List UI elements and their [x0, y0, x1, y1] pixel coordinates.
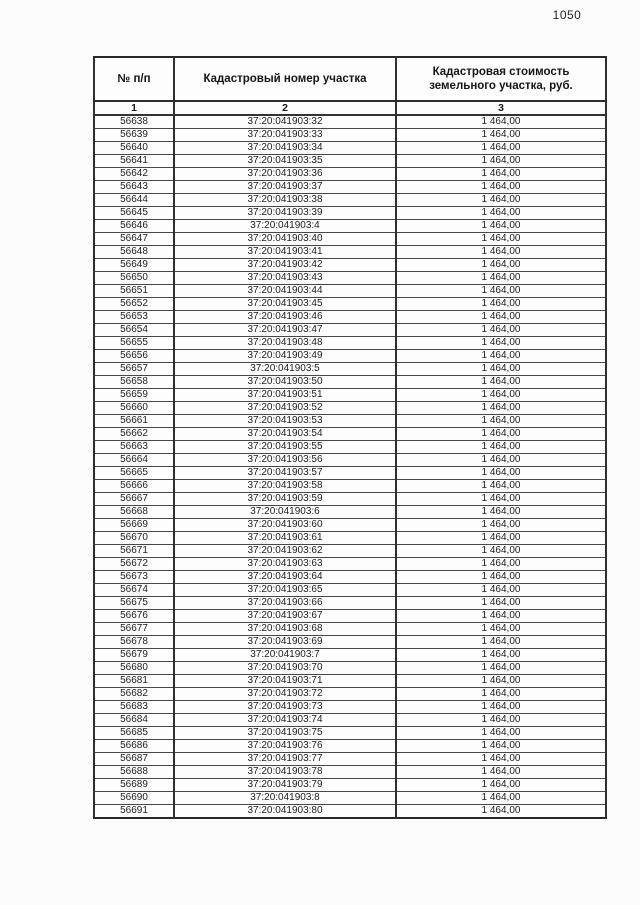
cell-cadastral-value: 1 464,00: [396, 571, 606, 584]
cell-cadastral-number: 37:20:041903:51: [174, 389, 396, 402]
cell-index: 56658: [94, 376, 174, 389]
table-row: [94, 623, 606, 636]
cell-cadastral-number: 37:20:041903:63: [174, 558, 396, 571]
cell-cadastral-value: 1 464,00: [396, 467, 606, 480]
cell-index: 56686: [94, 740, 174, 753]
cell-cadastral-value: 1 464,00: [396, 376, 606, 389]
cell-index: 56667: [94, 493, 174, 506]
cell-cadastral-value: 1 464,00: [396, 272, 606, 285]
table-row: [94, 285, 606, 298]
column-number-2: 2: [174, 101, 396, 115]
cell-cadastral-number: 37:20:041903:7: [174, 649, 396, 662]
cell-cadastral-value: 1 464,00: [396, 584, 606, 597]
table-row: [94, 350, 606, 363]
cell-index: 56641: [94, 155, 174, 168]
cell-cadastral-value: 1 464,00: [396, 441, 606, 454]
cell-cadastral-value: 1 464,00: [396, 623, 606, 636]
cell-cadastral-number: 37:20:041903:44: [174, 285, 396, 298]
table-row: [94, 402, 606, 415]
cell-cadastral-number: 37:20:041903:78: [174, 766, 396, 779]
cell-cadastral-number: 37:20:041903:45: [174, 298, 396, 311]
cell-cadastral-value: 1 464,00: [396, 233, 606, 246]
cell-index: 56665: [94, 467, 174, 480]
cell-cadastral-number: 37:20:041903:61: [174, 532, 396, 545]
cell-index: 56679: [94, 649, 174, 662]
cell-cadastral-value: 1 464,00: [396, 115, 606, 129]
cell-index: 56690: [94, 792, 174, 805]
cell-index: 56670: [94, 532, 174, 545]
table-row: [94, 701, 606, 714]
cell-cadastral-value: 1 464,00: [396, 610, 606, 623]
table-row: [94, 740, 606, 753]
cell-cadastral-value: 1 464,00: [396, 285, 606, 298]
cell-cadastral-number: 37:20:041903:53: [174, 415, 396, 428]
cell-cadastral-value: 1 464,00: [396, 727, 606, 740]
cell-cadastral-number: 37:20:041903:34: [174, 142, 396, 155]
cell-cadastral-value: 1 464,00: [396, 220, 606, 233]
cell-cadastral-number: 37:20:041903:72: [174, 688, 396, 701]
cell-cadastral-number: 37:20:041903:59: [174, 493, 396, 506]
cell-index: 56671: [94, 545, 174, 558]
cell-cadastral-number: 37:20:041903:65: [174, 584, 396, 597]
table-row: [94, 610, 606, 623]
cell-cadastral-value: 1 464,00: [396, 506, 606, 519]
cell-cadastral-number: 37:20:041903:42: [174, 259, 396, 272]
cell-cadastral-value: 1 464,00: [396, 194, 606, 207]
cell-index: 56655: [94, 337, 174, 350]
cell-index: 56669: [94, 519, 174, 532]
cell-index: 56673: [94, 571, 174, 584]
cell-index: 56643: [94, 181, 174, 194]
cell-cadastral-value: 1 464,00: [396, 688, 606, 701]
table-row: [94, 220, 606, 233]
cell-index: 56674: [94, 584, 174, 597]
cell-index: 56672: [94, 558, 174, 571]
cell-cadastral-number: 37:20:041903:8: [174, 792, 396, 805]
table-row: [94, 467, 606, 480]
cell-cadastral-number: 37:20:041903:70: [174, 662, 396, 675]
cell-cadastral-number: 37:20:041903:52: [174, 402, 396, 415]
table-row: [94, 428, 606, 441]
cell-index: 56662: [94, 428, 174, 441]
cell-index: 56680: [94, 662, 174, 675]
cell-cadastral-number: 37:20:041903:40: [174, 233, 396, 246]
table-row: [94, 558, 606, 571]
cell-cadastral-number: 37:20:041903:56: [174, 454, 396, 467]
table-row: [94, 259, 606, 272]
cell-cadastral-value: 1 464,00: [396, 714, 606, 727]
table-row: [94, 675, 606, 688]
cell-cadastral-number: 37:20:041903:4: [174, 220, 396, 233]
table-body: [94, 115, 606, 818]
table-row: [94, 324, 606, 337]
cell-index: 56684: [94, 714, 174, 727]
cell-cadastral-value: 1 464,00: [396, 350, 606, 363]
column-number-3: 3: [396, 101, 606, 115]
cell-cadastral-number: 37:20:041903:48: [174, 337, 396, 350]
table-row: [94, 389, 606, 402]
table-row: [94, 454, 606, 467]
table-row: [94, 766, 606, 779]
table-header: [94, 57, 606, 115]
cell-index: 56685: [94, 727, 174, 740]
cell-cadastral-number: 37:20:041903:49: [174, 350, 396, 363]
cell-cadastral-number: 37:20:041903:79: [174, 779, 396, 792]
table-row: [94, 584, 606, 597]
cell-cadastral-value: 1 464,00: [396, 402, 606, 415]
cell-cadastral-number: 37:20:041903:5: [174, 363, 396, 376]
cell-cadastral-number: 37:20:041903:35: [174, 155, 396, 168]
table-row: [94, 714, 606, 727]
table-row: [94, 311, 606, 324]
table-row: [94, 441, 606, 454]
table-row: [94, 129, 606, 142]
table-row: [94, 272, 606, 285]
table-row: [94, 545, 606, 558]
table-row: [94, 753, 606, 766]
cell-index: 56642: [94, 168, 174, 181]
cell-index: 56681: [94, 675, 174, 688]
table-row: [94, 155, 606, 168]
cell-index: 56675: [94, 597, 174, 610]
cell-cadastral-value: 1 464,00: [396, 662, 606, 675]
column-number-row: [94, 101, 606, 115]
cell-index: 56664: [94, 454, 174, 467]
cell-index: 56652: [94, 298, 174, 311]
cell-index: 56691: [94, 805, 174, 819]
cell-index: 56648: [94, 246, 174, 259]
cell-index: 56666: [94, 480, 174, 493]
table-row: [94, 493, 606, 506]
cell-cadastral-value: 1 464,00: [396, 142, 606, 155]
cell-index: 56649: [94, 259, 174, 272]
cell-cadastral-number: 37:20:041903:73: [174, 701, 396, 714]
cell-cadastral-number: 37:20:041903:71: [174, 675, 396, 688]
cell-cadastral-value: 1 464,00: [396, 636, 606, 649]
cell-cadastral-number: 37:20:041903:50: [174, 376, 396, 389]
cell-cadastral-number: 37:20:041903:80: [174, 805, 396, 819]
cell-cadastral-number: 37:20:041903:32: [174, 115, 396, 129]
table-row: [94, 115, 606, 129]
cell-cadastral-number: 37:20:041903:41: [174, 246, 396, 259]
cell-index: 56650: [94, 272, 174, 285]
table-row: [94, 168, 606, 181]
cell-cadastral-value: 1 464,00: [396, 701, 606, 714]
cell-cadastral-value: 1 464,00: [396, 675, 606, 688]
table-row: [94, 363, 606, 376]
cell-cadastral-value: 1 464,00: [396, 129, 606, 142]
cell-cadastral-value: 1 464,00: [396, 597, 606, 610]
cell-cadastral-value: 1 464,00: [396, 532, 606, 545]
cell-cadastral-value: 1 464,00: [396, 389, 606, 402]
cell-cadastral-value: 1 464,00: [396, 207, 606, 220]
cell-cadastral-value: 1 464,00: [396, 181, 606, 194]
cell-cadastral-number: 37:20:041903:43: [174, 272, 396, 285]
table-row: [94, 142, 606, 155]
cell-index: 56676: [94, 610, 174, 623]
cell-cadastral-number: 37:20:041903:67: [174, 610, 396, 623]
cell-index: 56682: [94, 688, 174, 701]
cell-cadastral-number: 37:20:041903:36: [174, 168, 396, 181]
table-row: [94, 649, 606, 662]
cell-index: 56653: [94, 311, 174, 324]
table-row: [94, 688, 606, 701]
cell-cadastral-value: 1 464,00: [396, 311, 606, 324]
table-header-row: [94, 57, 606, 101]
header-cell-cadastral-number: Кадастровый номер участка: [174, 57, 396, 101]
cell-index: 56647: [94, 233, 174, 246]
table-row: [94, 532, 606, 545]
cell-cadastral-value: 1 464,00: [396, 493, 606, 506]
cell-cadastral-value: 1 464,00: [396, 155, 606, 168]
cell-cadastral-value: 1 464,00: [396, 558, 606, 571]
cell-index: 56689: [94, 779, 174, 792]
cell-cadastral-number: 37:20:041903:66: [174, 597, 396, 610]
cell-index: 56644: [94, 194, 174, 207]
table-row: [94, 727, 606, 740]
cell-cadastral-number: 37:20:041903:75: [174, 727, 396, 740]
cell-index: 56654: [94, 324, 174, 337]
cell-cadastral-number: 37:20:041903:39: [174, 207, 396, 220]
table-row: [94, 415, 606, 428]
cell-index: 56659: [94, 389, 174, 402]
cell-cadastral-number: 37:20:041903:60: [174, 519, 396, 532]
header-cell-cadastral-value: Кадастровая стоимость земельного участка, руб.: [396, 57, 606, 101]
cell-cadastral-value: 1 464,00: [396, 480, 606, 493]
cell-cadastral-number: 37:20:041903:64: [174, 571, 396, 584]
cell-cadastral-value: 1 464,00: [396, 428, 606, 441]
cell-cadastral-value: 1 464,00: [396, 545, 606, 558]
cell-index: 56668: [94, 506, 174, 519]
cell-index: 56660: [94, 402, 174, 415]
table-row: [94, 181, 606, 194]
table-row: [94, 597, 606, 610]
table-row: [94, 298, 606, 311]
table-row: [94, 792, 606, 805]
cell-index: 56657: [94, 363, 174, 376]
table-row: [94, 519, 606, 532]
cell-index: 56661: [94, 415, 174, 428]
cell-cadastral-value: 1 464,00: [396, 168, 606, 181]
cell-cadastral-number: 37:20:041903:77: [174, 753, 396, 766]
cell-cadastral-value: 1 464,00: [396, 649, 606, 662]
cell-index: 56663: [94, 441, 174, 454]
table-row: [94, 779, 606, 792]
cell-index: 56645: [94, 207, 174, 220]
cell-cadastral-value: 1 464,00: [396, 766, 606, 779]
cell-cadastral-value: 1 464,00: [396, 519, 606, 532]
cadastral-value-table: [93, 56, 607, 819]
cell-index: 56677: [94, 623, 174, 636]
cell-index: 56683: [94, 701, 174, 714]
table-row: [94, 480, 606, 493]
page-number: 1050: [552, 8, 582, 22]
table-row: [94, 233, 606, 246]
cell-cadastral-number: 37:20:041903:46: [174, 311, 396, 324]
cell-cadastral-number: 37:20:041903:76: [174, 740, 396, 753]
cell-cadastral-value: 1 464,00: [396, 415, 606, 428]
column-number-1: 1: [94, 101, 174, 115]
cell-cadastral-number: 37:20:041903:38: [174, 194, 396, 207]
cell-index: 56640: [94, 142, 174, 155]
cell-cadastral-number: 37:20:041903:62: [174, 545, 396, 558]
cell-cadastral-number: 37:20:041903:58: [174, 480, 396, 493]
cell-cadastral-number: 37:20:041903:47: [174, 324, 396, 337]
cell-cadastral-value: 1 464,00: [396, 805, 606, 819]
table-row: [94, 194, 606, 207]
table-row: [94, 571, 606, 584]
cell-index: 56656: [94, 350, 174, 363]
table-row: [94, 506, 606, 519]
cell-index: 56646: [94, 220, 174, 233]
cell-cadastral-value: 1 464,00: [396, 324, 606, 337]
cell-cadastral-value: 1 464,00: [396, 246, 606, 259]
cell-cadastral-value: 1 464,00: [396, 740, 606, 753]
table-row: [94, 207, 606, 220]
table-row: [94, 246, 606, 259]
header-cell-index: № п/п: [94, 57, 174, 101]
cell-cadastral-number: 37:20:041903:57: [174, 467, 396, 480]
cell-cadastral-value: 1 464,00: [396, 337, 606, 350]
cell-cadastral-number: 37:20:041903:68: [174, 623, 396, 636]
table-row: [94, 805, 606, 819]
table-row: [94, 662, 606, 675]
cell-index: 56687: [94, 753, 174, 766]
cell-cadastral-value: 1 464,00: [396, 298, 606, 311]
cell-index: 56638: [94, 115, 174, 129]
cell-cadastral-number: 37:20:041903:37: [174, 181, 396, 194]
cell-cadastral-value: 1 464,00: [396, 363, 606, 376]
cell-cadastral-number: 37:20:041903:33: [174, 129, 396, 142]
cell-cadastral-value: 1 464,00: [396, 454, 606, 467]
cell-cadastral-value: 1 464,00: [396, 753, 606, 766]
table-row: [94, 337, 606, 350]
cell-cadastral-number: 37:20:041903:55: [174, 441, 396, 454]
cell-cadastral-number: 37:20:041903:74: [174, 714, 396, 727]
cell-index: 56678: [94, 636, 174, 649]
cell-cadastral-value: 1 464,00: [396, 259, 606, 272]
cell-cadastral-value: 1 464,00: [396, 779, 606, 792]
table-row: [94, 636, 606, 649]
cell-index: 56651: [94, 285, 174, 298]
cell-cadastral-number: 37:20:041903:6: [174, 506, 396, 519]
cell-cadastral-number: 37:20:041903:54: [174, 428, 396, 441]
cell-index: 56688: [94, 766, 174, 779]
table-row: [94, 376, 606, 389]
cell-cadastral-number: 37:20:041903:69: [174, 636, 396, 649]
cell-index: 56639: [94, 129, 174, 142]
cell-cadastral-value: 1 464,00: [396, 792, 606, 805]
